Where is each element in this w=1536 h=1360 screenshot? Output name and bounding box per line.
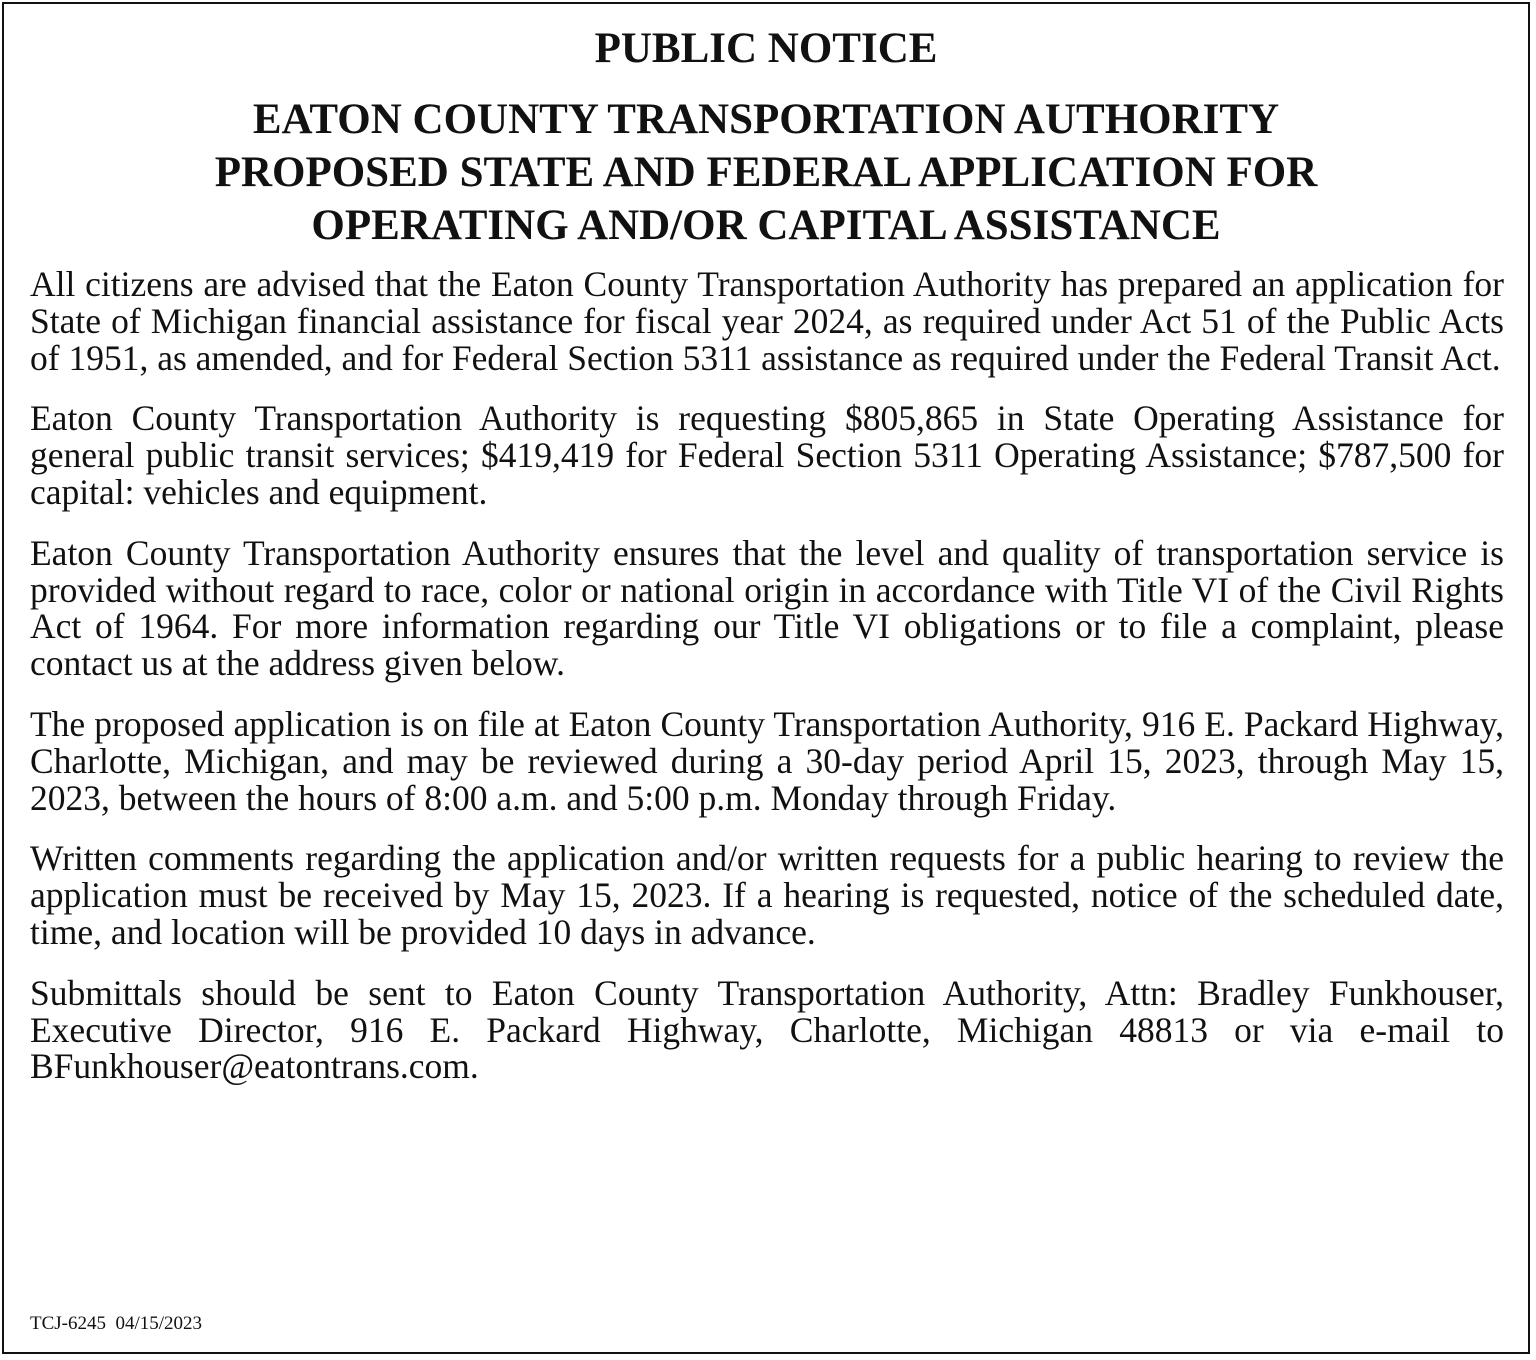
paragraph-advisory: All citizens are advised that the Eaton County Transportation Authority has prepared an application for State of Michigan financial assistance for fiscal year 2024, as required under Act 51 of the Public Acts of 1951, as amended, and for Federal Section 5311 assistance as required under the Federal Transit Act. <box>30 264 1504 378</box>
subheading-line: PROPOSED STATE AND FEDERAL APPLICATION FOR <box>214 149 1318 196</box>
subheading-line: EATON COUNTY TRANSPORTATION AUTHORITY <box>252 96 1280 143</box>
paragraph-submittals: Submittals should be sent to Eaton County Transportation Authority, Attn: Bradley Funkhouser, Executive Director, 916 E. Packard Highway, Charlotte, Michigan 48813 or via e-mail to BFunkhouser@eatontrans.com. <box>30 972 1504 1087</box>
paragraph-review-period: The proposed application is on file at Eaton County Transportation Authority, 916 E. Packard Highway, Charlotte, Michigan, and may be reviewed during a 30-day period April 15, 2023, through May 15, 2023, between the hours of 8:00 a.m. and 5:00 p.m. Monday through Friday. <box>30 703 1504 818</box>
public-notice <box>2 2 1530 1354</box>
paragraph-funding-request: Eaton County Transportation Authority is requesting $805,865 in State Operating Assistance for general public transit services; $419,419 for Federal Section 5311 Operating Assistance; $787,500 for capital: vehicles and equipment. <box>30 398 1504 512</box>
subheading-line: OPERATING AND/OR CAPITAL ASSISTANCE <box>311 202 1221 249</box>
paragraph-title-vi: Eaton County Transportation Authority ensures that the level and quality of transportation service is provided without regard to race, color or national origin in accordance with Title VI of the Civil Rights Act of 1964. For more information regarding our Title VI obligations or to file a complaint, please contact us at the address given below. <box>30 532 1504 684</box>
notice-reference-code: TCJ-6245 04/15/2023 <box>30 1313 203 1334</box>
notice-subheading <box>4 93 1528 252</box>
notice-heading: PUBLIC NOTICE <box>594 25 938 72</box>
paragraph-written-comments: Written comments regarding the application and/or written requests for a public hearing to review the application must be received by May 15, 2023. If a hearing is requested, notice of the scheduled date, time, and location will be provided 10 days in advance. <box>30 838 1504 952</box>
notice-body <box>30 266 1504 1109</box>
